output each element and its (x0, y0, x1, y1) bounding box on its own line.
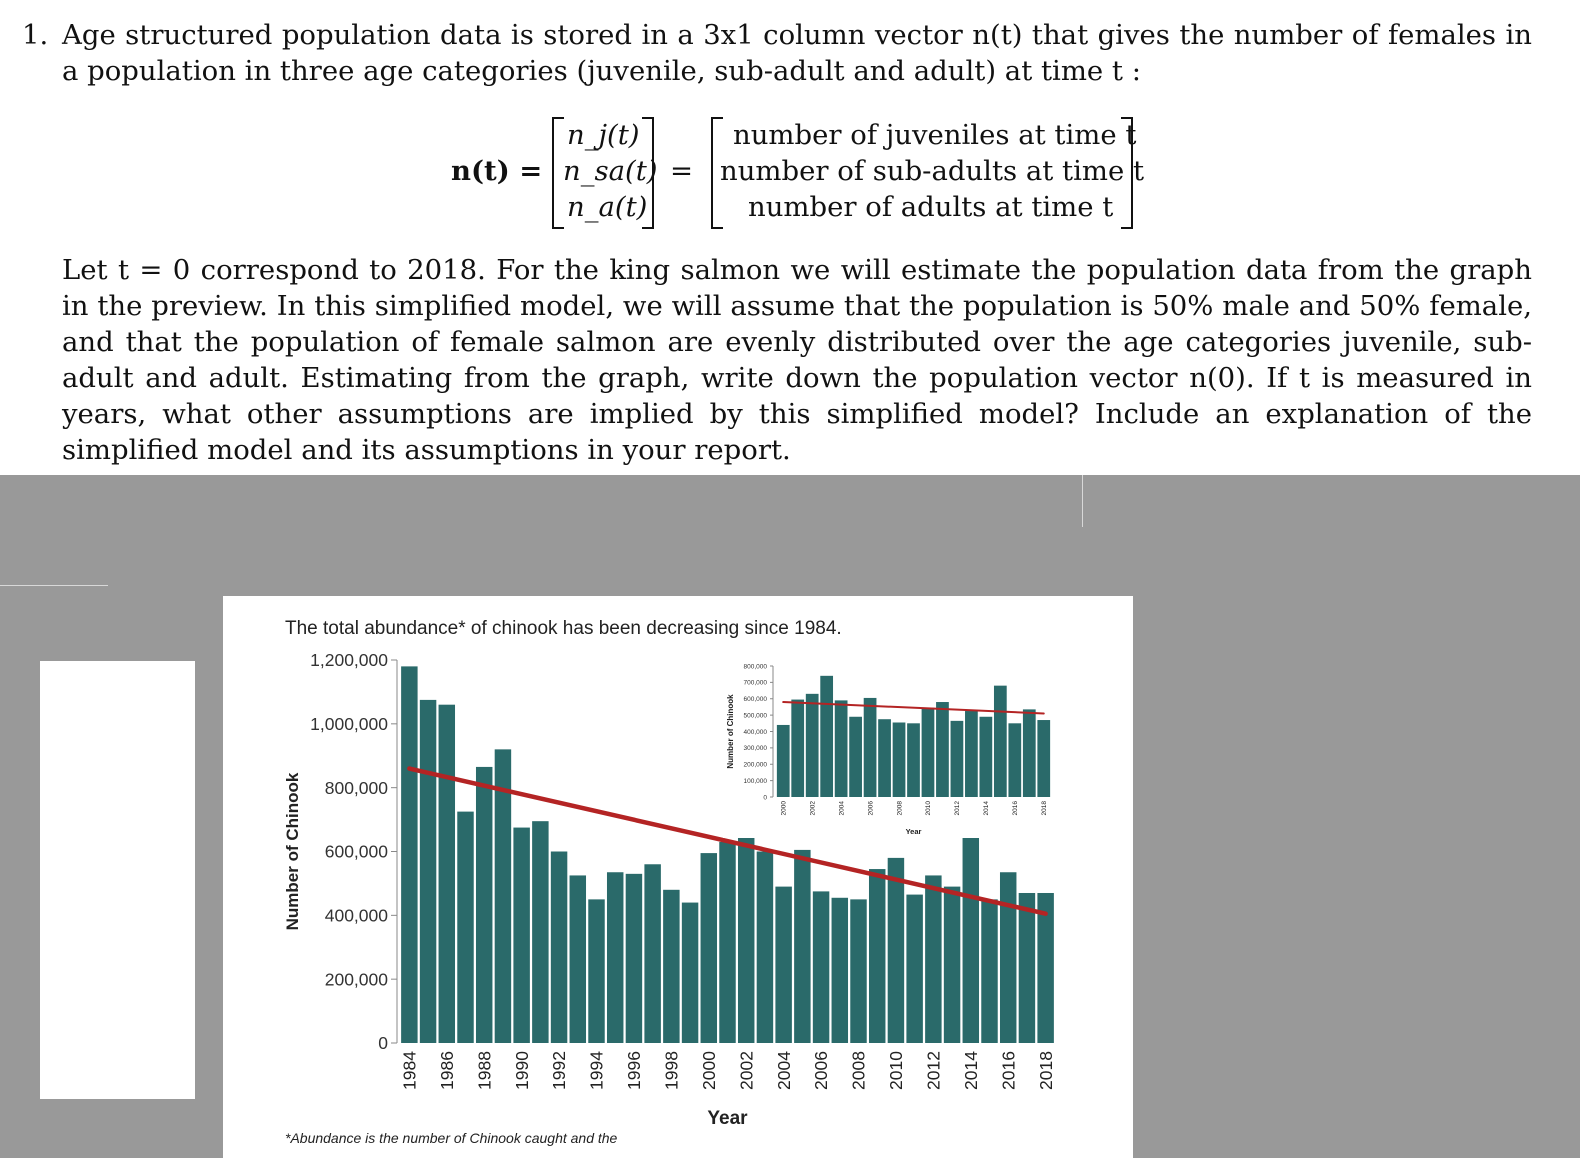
inset-y-tick-label: 0 (763, 794, 767, 802)
inset-bar-2018 (1037, 720, 1050, 797)
inset-x-tick-label: 2004 (838, 801, 846, 816)
main-bar-1998 (663, 890, 679, 1043)
main-y-tick-label: 600,000 (324, 841, 388, 862)
inset-y-axis-label: Number of Chinook (726, 694, 735, 769)
main-bar-2000 (701, 853, 717, 1043)
main-y-tick-label: 1,200,000 (310, 650, 388, 671)
main-x-tick-label: 2002 (736, 1051, 757, 1090)
main-bar-2008 (850, 899, 866, 1043)
main-bar-2016 (1000, 872, 1016, 1043)
chinook-figure (223, 596, 1133, 1158)
main-x-tick-label: 1988 (474, 1051, 495, 1090)
vector-bracket-right (642, 117, 654, 229)
abundance-chart (223, 596, 1133, 1158)
main-bar-2011 (906, 895, 922, 1043)
main-x-tick-label: 2006 (811, 1051, 832, 1090)
inset-y-tick-label: 400,000 (743, 728, 767, 736)
vector-entry-subadult: n_sa(t) (563, 155, 658, 187)
inset-bar-2014 (980, 717, 993, 797)
inset-bar-2008 (893, 722, 906, 797)
main-bar-2014 (963, 826, 979, 1043)
inset-bar-2009 (907, 723, 920, 797)
main-bar-1986 (439, 705, 455, 1043)
main-y-tick-label: 800,000 (324, 777, 388, 798)
main-bar-1995 (607, 872, 623, 1043)
main-bar-1993 (570, 875, 586, 1043)
preview-divider (0, 585, 108, 586)
main-y-tick-label: 0 (378, 1033, 388, 1054)
main-bar-2004 (775, 887, 791, 1043)
inset-x-tick-label: 2002 (809, 801, 817, 816)
main-bar-2005 (794, 850, 810, 1043)
question-body: Let t = 0 correspond to 2018. For the king salmon we will estimate the population data from the graph in the preview. In this simplified model, we will assume that the population is 50% male and 50% female, and that the population of female salmon are evenly distributed over the age categories juvenile, sub-adult and adult. Estimating from the graph, write down the population vector n(0). If t is measured in years, what other assumptions are implied by this simplified model? Include an explanation of the simplified model and its assumptions in your report. (62, 254, 1532, 466)
question-number: 1. (22, 19, 49, 51)
inset-y-tick-label: 500,000 (743, 712, 767, 720)
figure-footnote: *Abundance is the number of Chinook caught and the (285, 1130, 618, 1146)
inset-y-tick-label: 700,000 (743, 679, 767, 687)
main-x-tick-label: 2000 (698, 1051, 719, 1090)
vector-entry-juvenile: n_j(t) (567, 119, 640, 151)
eq-equals: = (670, 155, 694, 187)
main-bar-2013 (944, 887, 960, 1043)
population-equation (0, 117, 1580, 229)
inset-bar-2002 (806, 694, 819, 797)
main-x-tick-label: 1992 (549, 1051, 570, 1090)
main-bar-2009 (869, 869, 885, 1043)
inset-bar-2005 (849, 717, 862, 797)
main-y-axis-label: Number of Chinook (283, 772, 302, 931)
main-y-tick-label: 1,000,000 (310, 713, 388, 734)
inset-bar-2017 (1023, 709, 1036, 797)
inset-bar-2015 (994, 686, 1007, 797)
inset-bar-2004 (835, 700, 848, 797)
inset-bar-2010 (922, 708, 935, 797)
preview-divider-vertical (1082, 475, 1083, 527)
main-bar-2001 (719, 842, 735, 1043)
inset-x-tick-label: 2008 (896, 801, 904, 816)
main-x-tick-label: 2018 (1035, 1051, 1056, 1090)
inset-bar-2003 (820, 676, 833, 797)
main-y-tick-label: 200,000 (324, 969, 388, 990)
desc-subadults: number of sub-adults at time t (720, 155, 1145, 187)
main-bar-1992 (551, 852, 567, 1044)
inset-bar-2007 (878, 719, 891, 797)
inset-x-tick-label: 2018 (1041, 801, 1049, 816)
inset-y-tick-label: 600,000 (743, 696, 767, 704)
main-bar-2006 (813, 891, 829, 1043)
main-x-tick-label: 2004 (773, 1051, 794, 1090)
inset-bar-2006 (864, 698, 877, 797)
main-bar-1991 (532, 821, 548, 1043)
main-bar-1988 (476, 767, 492, 1043)
inset-y-tick-label: 300,000 (743, 745, 767, 753)
inset-bar-chart (723, 648, 1061, 838)
inset-bar-2012 (951, 721, 964, 797)
main-x-tick-label: 1984 (399, 1051, 420, 1090)
main-bar-1985 (420, 700, 436, 1043)
main-x-tick-label: 2008 (848, 1051, 869, 1090)
main-x-tick-label: 1986 (436, 1051, 457, 1090)
main-bar-2012 (925, 875, 941, 1043)
blank-panel (40, 661, 195, 1099)
inset-x-tick-label: 2000 (780, 801, 788, 816)
desc-adults: number of adults at time t (748, 191, 1114, 223)
main-bar-2007 (832, 898, 848, 1043)
main-bar-2010 (888, 858, 904, 1043)
main-bar-1987 (457, 812, 473, 1043)
main-x-tick-label: 2016 (998, 1051, 1019, 1090)
inset-y-tick-label: 800,000 (743, 663, 767, 671)
main-x-tick-label: 1990 (511, 1051, 532, 1090)
main-bar-1999 (682, 903, 698, 1043)
inset-x-tick-label: 2012 (954, 801, 962, 816)
eq-lhs: n(t) = (451, 155, 543, 187)
main-x-axis-label: Year (707, 1108, 748, 1129)
question-section (0, 0, 1580, 475)
inset-x-axis-label: Year (905, 827, 922, 836)
inset-bar-2016 (1008, 723, 1021, 797)
main-x-tick-label: 1996 (624, 1051, 645, 1090)
main-x-tick-label: 2012 (923, 1051, 944, 1090)
main-y-tick-label: 400,000 (324, 905, 388, 926)
main-x-tick-label: 1998 (661, 1051, 682, 1090)
inset-y-tick-label: 200,000 (743, 761, 767, 769)
main-bar-2015 (981, 899, 997, 1043)
main-bar-1990 (513, 828, 529, 1043)
inset-bar-2000 (777, 725, 790, 797)
main-bar-2003 (757, 852, 773, 1044)
main-bar-2017 (1019, 893, 1035, 1043)
main-bar-1996 (626, 874, 642, 1043)
question-intro: Age structured population data is stored in a 3x1 column vector n(t) that gives the number of females in a population in three age categories (juvenile, sub-adult and adult) at time t : (62, 19, 1532, 87)
main-x-tick-label: 2014 (960, 1051, 981, 1090)
inset-bar-2013 (965, 711, 978, 797)
inset-y-tick-label: 100,000 (743, 777, 767, 785)
main-bar-1997 (644, 864, 660, 1043)
inset-bar-2001 (791, 700, 804, 797)
inset-bar-2011 (936, 702, 949, 797)
inset-x-tick-label: 2014 (983, 801, 991, 816)
desc-bracket-right (1121, 117, 1133, 229)
main-x-tick-label: 2010 (886, 1051, 907, 1090)
vector-entry-adult: n_a(t) (567, 191, 648, 223)
main-x-tick-label: 1994 (586, 1051, 607, 1090)
desc-juveniles: number of juveniles at time t (733, 119, 1137, 151)
main-bar-1984 (401, 666, 417, 1043)
inset-x-tick-label: 2006 (867, 801, 875, 816)
main-bar-1994 (588, 899, 604, 1043)
figure-headline: The total abundance* of chinook has been decreasing since 1984. (285, 618, 842, 639)
inset-x-tick-label: 2010 (925, 801, 933, 816)
inset-x-tick-label: 2016 (1012, 801, 1020, 816)
